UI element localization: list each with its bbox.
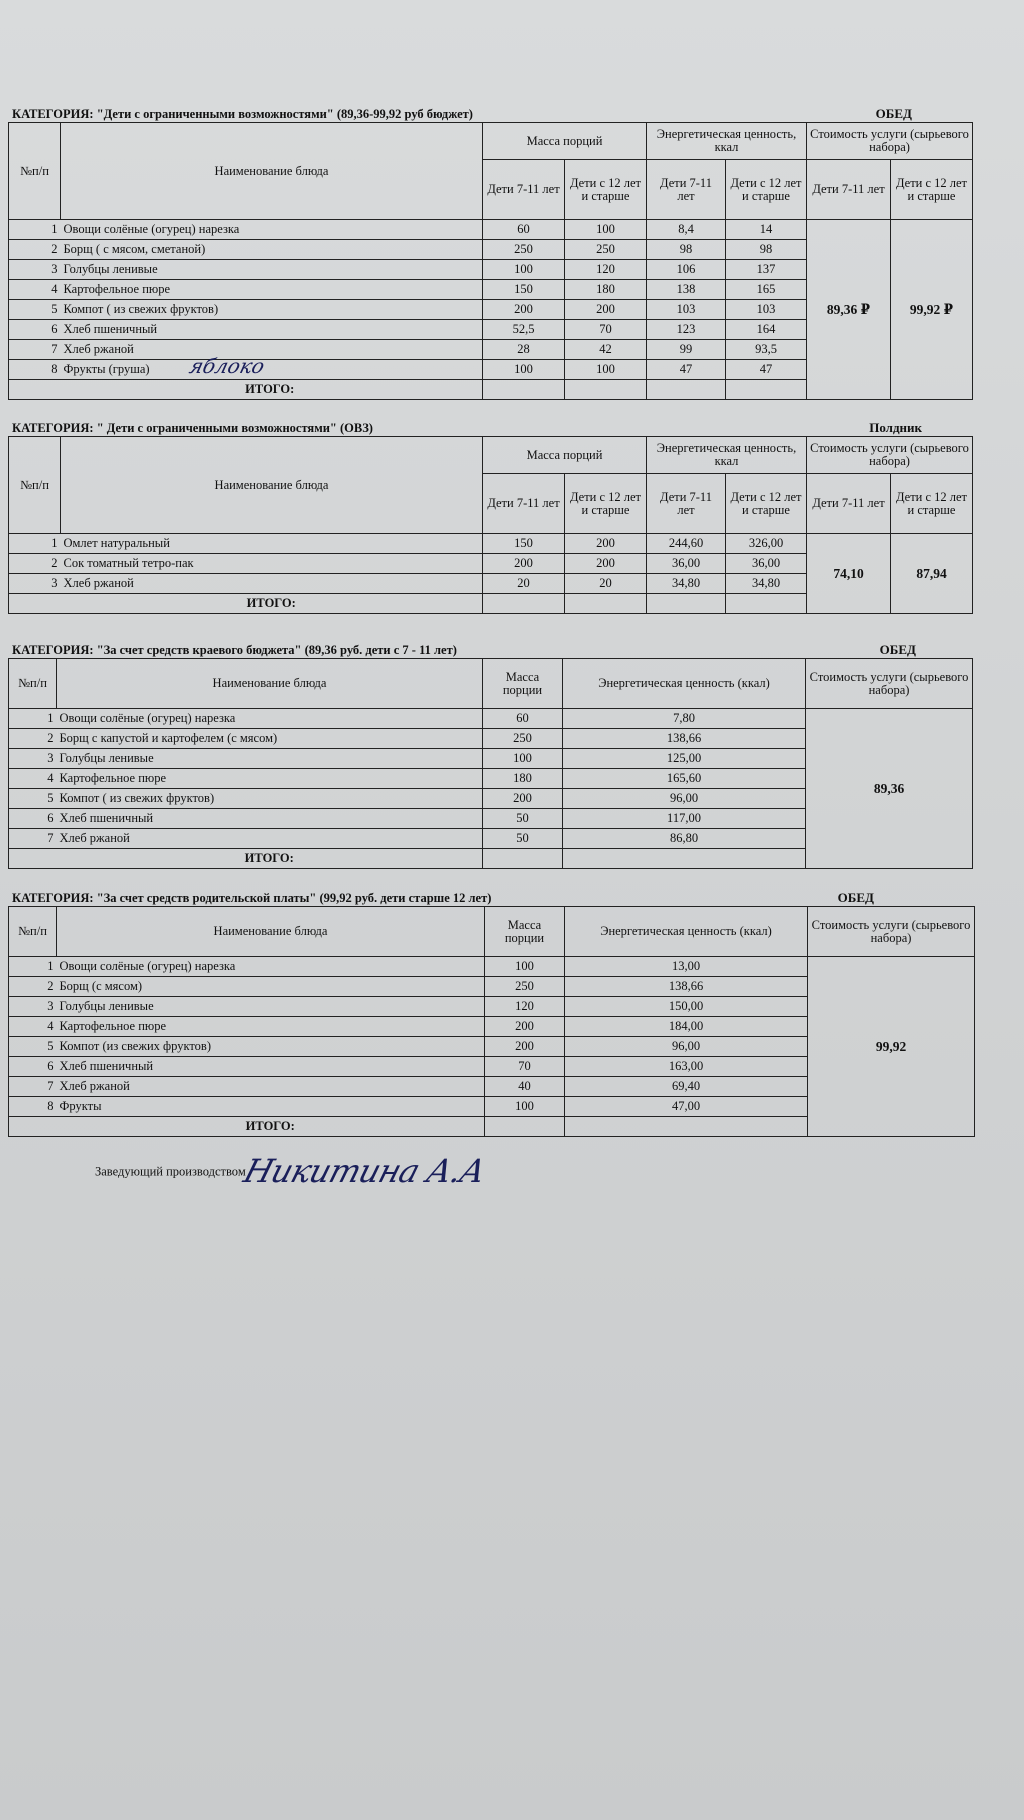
col-age-12-plus: Дети с 12 лет и старше [891, 474, 973, 534]
row-number: 5 [9, 1037, 57, 1057]
row-number: 2 [9, 729, 57, 749]
row-number: 3 [9, 997, 57, 1017]
mass: 70 [485, 1057, 565, 1077]
dish-name: Компот ( из свежих фруктов) [61, 300, 483, 320]
row-number: 4 [9, 1017, 57, 1037]
dish-name: Овощи солёные (огурец) нарезка [57, 957, 485, 977]
energy-7-11: 8,4 [647, 220, 726, 240]
mass-12-plus: 42 [565, 340, 647, 360]
handwritten-note [186, 354, 299, 380]
energy-12-plus: 165 [726, 280, 807, 300]
handwritten-signature [239, 1150, 509, 1194]
empty-cell [565, 1117, 808, 1137]
mass: 40 [485, 1077, 565, 1097]
row-number: 3 [9, 260, 61, 280]
mass-7-11: 52,5 [483, 320, 565, 340]
empty-cell [565, 594, 647, 614]
total-label: ИТОГО: [61, 380, 483, 400]
empty-cell [726, 380, 807, 400]
mass-12-plus: 200 [565, 300, 647, 320]
row-number: 8 [9, 360, 61, 380]
energy: 138,66 [563, 729, 806, 749]
col-age-7-11: Дети 7-11 лет [807, 160, 891, 220]
dish-name: Овощи солёные (огурец) нарезка [61, 220, 483, 240]
row-number: 7 [9, 1077, 57, 1097]
energy: 150,00 [565, 997, 808, 1017]
section-ovz-snack [8, 418, 972, 614]
dish-name: Голубцы ленивые [57, 749, 483, 769]
meal-label: Полдник [869, 420, 922, 435]
mass-12-plus: 180 [565, 280, 647, 300]
mass: 50 [483, 809, 563, 829]
table-row [9, 709, 973, 729]
section-title: КАТЕГОРИЯ: " Дети с ограниченными возможностями" (ОВЗ) [12, 421, 373, 435]
mass: 120 [485, 997, 565, 1017]
table-row [9, 957, 975, 977]
energy-12-plus: 93,5 [726, 340, 807, 360]
row-number: 2 [9, 977, 57, 997]
energy-12-plus: 34,80 [726, 574, 807, 594]
energy-12-plus: 326,00 [726, 534, 807, 554]
col-age-7-11: Дети 7-11 лет [647, 474, 726, 534]
table-row [9, 534, 973, 554]
energy: 138,66 [565, 977, 808, 997]
energy: 7,80 [563, 709, 806, 729]
mass: 100 [483, 749, 563, 769]
col-number: №п/п [9, 659, 57, 709]
energy-7-11: 103 [647, 300, 726, 320]
mass-7-11: 100 [483, 260, 565, 280]
energy: 96,00 [563, 789, 806, 809]
row-number: 4 [9, 280, 61, 300]
mass-7-11: 20 [483, 574, 565, 594]
dish-name: Хлеб пшеничный [61, 320, 483, 340]
cost-12-plus: 99,92 ₽ [891, 220, 973, 400]
signature-block [95, 1150, 509, 1194]
mass-12-plus: 250 [565, 240, 647, 260]
dish-name: Борщ ( с мясом, сметаной) [61, 240, 483, 260]
empty-cell [9, 849, 57, 869]
energy-12-plus: 137 [726, 260, 807, 280]
energy: 47,00 [565, 1097, 808, 1117]
mass-7-11: 150 [483, 534, 565, 554]
col-age-12-plus: Дети с 12 лет и старше [726, 160, 807, 220]
dish-name: Борщ (с мясом) [57, 977, 485, 997]
row-number: 5 [9, 789, 57, 809]
mass-12-plus: 20 [565, 574, 647, 594]
mass: 50 [483, 829, 563, 849]
dish-name: Голубцы ленивые [57, 997, 485, 1017]
mass: 250 [483, 729, 563, 749]
dish-name: Хлеб ржаной [61, 340, 483, 360]
row-number: 1 [9, 534, 61, 554]
dish-name: Омлет натуральный [61, 534, 483, 554]
dish-name: Овощи солёные (огурец) нарезка [57, 709, 483, 729]
mass-7-11: 60 [483, 220, 565, 240]
total-label: ИТОГО: [57, 849, 483, 869]
mass: 100 [485, 1097, 565, 1117]
energy-7-11: 98 [647, 240, 726, 260]
dish-name: Хлеб ржаной [57, 1077, 485, 1097]
col-cost: Стоимость услуги (сырьевого набора) [807, 123, 973, 160]
row-number: 3 [9, 574, 61, 594]
mass-7-11: 200 [483, 300, 565, 320]
menu-table [8, 122, 973, 400]
col-mass: Масса порции [483, 659, 563, 709]
empty-cell [483, 380, 565, 400]
empty-cell [9, 594, 61, 614]
col-mass: Масса порций [483, 437, 647, 474]
mass-7-11: 250 [483, 240, 565, 260]
dish-name-text: Фрукты (груша) [63, 362, 150, 376]
row-number: 2 [9, 240, 61, 260]
dish-name: Компот ( из свежих фруктов) [57, 789, 483, 809]
col-age-12-plus: Дети с 12 лет и старше [726, 474, 807, 534]
dish-name: Хлеб пшеничный [57, 1057, 485, 1077]
dish-name: Сок томатный тетро-пак [61, 554, 483, 574]
row-number: 6 [9, 320, 61, 340]
mass-12-plus: 100 [565, 220, 647, 240]
table-row [9, 220, 973, 240]
col-age-7-11: Дети 7-11 лет [647, 160, 726, 220]
dish-name: Картофельное пюре [61, 280, 483, 300]
cost: 99,92 [808, 957, 975, 1137]
row-number: 5 [9, 300, 61, 320]
col-age-7-11: Дети 7-11 лет [807, 474, 891, 534]
cost-12-plus: 87,94 [891, 534, 973, 614]
row-number: 2 [9, 554, 61, 574]
col-age-12-plus: Дети с 12 лет и старше [565, 160, 647, 220]
section-disabled-children-lunch [8, 104, 972, 400]
row-number: 6 [9, 1057, 57, 1077]
energy-7-11: 138 [647, 280, 726, 300]
energy: 117,00 [563, 809, 806, 829]
mass: 60 [483, 709, 563, 729]
row-number: 7 [9, 829, 57, 849]
mass-7-11: 100 [483, 360, 565, 380]
mass-12-plus: 70 [565, 320, 647, 340]
mass-12-plus: 200 [565, 554, 647, 574]
row-number: 3 [9, 749, 57, 769]
energy: 163,00 [565, 1057, 808, 1077]
meal-label: ОБЕД [879, 642, 916, 657]
dish-name: Картофельное пюре [57, 1017, 485, 1037]
col-energy: Энергетическая ценность, ккал [647, 123, 807, 160]
col-energy: Энергетическая ценность (ккал) [563, 659, 806, 709]
cost-7-11: 74,10 [807, 534, 891, 614]
col-cost: Стоимость услуги (сырьевого набора) [808, 907, 975, 957]
col-mass: Масса порций [483, 123, 647, 160]
energy: 96,00 [565, 1037, 808, 1057]
dish-name: Борщ с капустой и картофелем (с мясом) [57, 729, 483, 749]
meal-label: ОБЕД [837, 890, 874, 905]
col-dish-name: Наименование блюда [57, 659, 483, 709]
energy: 165,60 [563, 769, 806, 789]
row-number: 8 [9, 1097, 57, 1117]
row-number: 7 [9, 340, 61, 360]
row-number: 1 [9, 220, 61, 240]
col-energy: Энергетическая ценность, ккал [647, 437, 807, 474]
mass: 200 [485, 1037, 565, 1057]
row-number: 4 [9, 769, 57, 789]
empty-cell [9, 380, 61, 400]
dish-name: Компот (из свежих фруктов) [57, 1037, 485, 1057]
mass-7-11: 150 [483, 280, 565, 300]
row-number: 1 [9, 709, 57, 729]
mass-7-11: 200 [483, 554, 565, 574]
cost: 89,36 [806, 709, 973, 869]
total-label: ИТОГО: [57, 1117, 485, 1137]
dish-name: Хлеб ржаной [57, 829, 483, 849]
meal-label: ОБЕД [875, 106, 912, 121]
col-dish-name: Наименование блюда [57, 907, 485, 957]
col-cost: Стоимость услуги (сырьевого набора) [806, 659, 973, 709]
col-cost: Стоимость услуги (сырьевого набора) [807, 437, 973, 474]
col-dish-name: Наименование блюда [61, 437, 483, 534]
energy: 13,00 [565, 957, 808, 977]
energy-7-11: 36,00 [647, 554, 726, 574]
mass: 200 [483, 789, 563, 809]
section-title: КАТЕГОРИЯ: "За счет средств краевого бюджета" (89,36 руб. дети с 7 - 11 лет) [12, 643, 457, 657]
energy-7-11: 34,80 [647, 574, 726, 594]
cost-7-11: 89,36 ₽ [807, 220, 891, 400]
energy-12-plus: 164 [726, 320, 807, 340]
row-number: 1 [9, 957, 57, 977]
section-parent-paid-lunch [8, 888, 974, 1137]
mass: 180 [483, 769, 563, 789]
total-label: ИТОГО: [61, 594, 483, 614]
mass: 200 [485, 1017, 565, 1037]
energy-12-plus: 14 [726, 220, 807, 240]
energy-7-11: 123 [647, 320, 726, 340]
mass-12-plus: 100 [565, 360, 647, 380]
signature-text: Никитина А.А [239, 1152, 491, 1190]
empty-cell [483, 849, 563, 869]
dish-name [61, 354, 483, 380]
energy: 125,00 [563, 749, 806, 769]
energy-12-plus: 103 [726, 300, 807, 320]
dish-name: Хлеб пшеничный [57, 809, 483, 829]
dish-name: Фрукты [57, 1097, 485, 1117]
empty-cell [565, 380, 647, 400]
empty-cell [485, 1117, 565, 1137]
empty-cell [647, 380, 726, 400]
dish-name: Голубцы ленивые [61, 260, 483, 280]
energy: 184,00 [565, 1017, 808, 1037]
col-mass: Масса порции [485, 907, 565, 957]
menu-table [8, 436, 973, 614]
row-number: 6 [9, 809, 57, 829]
col-dish-name: Наименование блюда [61, 123, 483, 220]
menu-table [8, 906, 975, 1137]
energy-7-11: 47 [647, 360, 726, 380]
col-age-7-11: Дети 7-11 лет [483, 474, 565, 534]
handwritten-note-text: яблоко [186, 354, 267, 378]
col-number: №п/п [9, 907, 57, 957]
energy-12-plus: 98 [726, 240, 807, 260]
energy: 69,40 [565, 1077, 808, 1097]
empty-cell [647, 594, 726, 614]
mass: 100 [485, 957, 565, 977]
energy-12-plus: 47 [726, 360, 807, 380]
energy-7-11: 99 [647, 340, 726, 360]
dish-name: Хлеб ржаной [61, 574, 483, 594]
col-age-12-plus: Дети с 12 лет и старше [891, 160, 973, 220]
empty-cell [483, 594, 565, 614]
section-title: КАТЕГОРИЯ: "Дети с ограниченными возможностями" (89,36-99,92 руб бюджет) [12, 107, 473, 121]
col-energy: Энергетическая ценность (ккал) [565, 907, 808, 957]
energy: 86,80 [563, 829, 806, 849]
section-title: КАТЕГОРИЯ: "За счет средств родительской платы" (99,92 руб. дети старше 12 лет) [12, 891, 492, 905]
dish-name: Картофельное пюре [57, 769, 483, 789]
col-age-12-plus: Дети с 12 лет и старше [565, 474, 647, 534]
mass: 250 [485, 977, 565, 997]
mass-7-11: 28 [483, 340, 565, 360]
energy-7-11: 106 [647, 260, 726, 280]
col-age-7-11: Дети 7-11 лет [483, 160, 565, 220]
section-regional-budget-lunch [8, 640, 972, 869]
energy-7-11: 244,60 [647, 534, 726, 554]
col-number: №п/п [9, 123, 61, 220]
empty-cell [563, 849, 806, 869]
empty-cell [726, 594, 807, 614]
mass-12-plus: 200 [565, 534, 647, 554]
signature-label: Заведующий производством [95, 1164, 246, 1179]
energy-12-plus: 36,00 [726, 554, 807, 574]
menu-table [8, 658, 973, 869]
mass-12-plus: 120 [565, 260, 647, 280]
col-number: №п/п [9, 437, 61, 534]
empty-cell [9, 1117, 57, 1137]
